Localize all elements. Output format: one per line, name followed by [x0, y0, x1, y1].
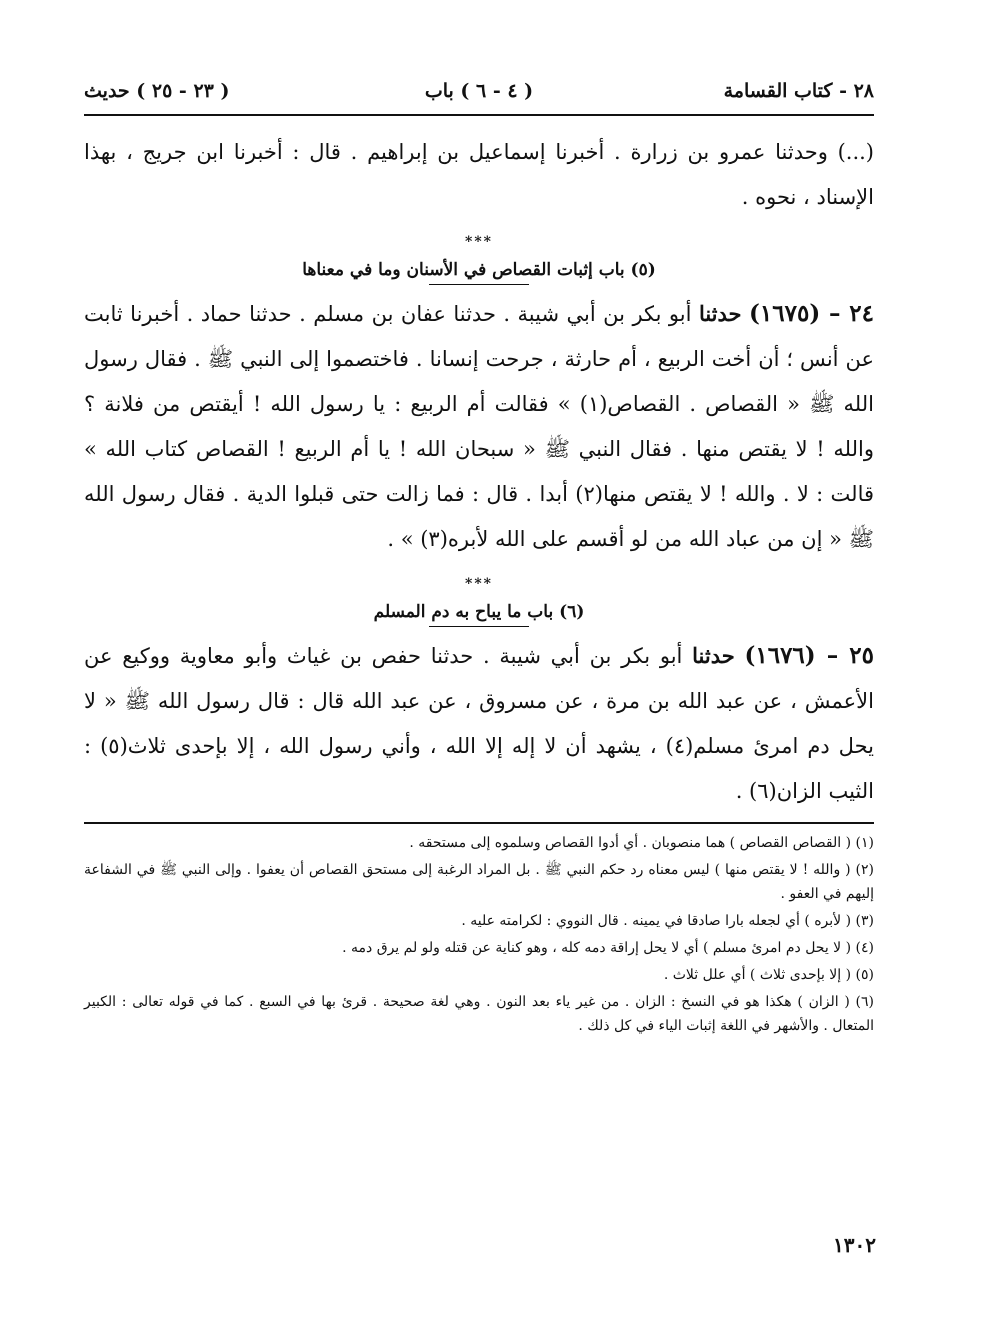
- header-hadith-range: ( ٢٣ - ٢٥ ) حديث: [84, 80, 230, 102]
- haddathana-word: حدثنا: [692, 643, 735, 668]
- footnotes: [84, 822, 874, 1038]
- section-separator: ***: [465, 576, 493, 592]
- section-separator: ***: [465, 234, 493, 250]
- header-chapter-range: ( ٤ - ٦ ) باب: [424, 80, 534, 102]
- footnote: (٦) ( الزان ) هكذا هو في النسخ : الزان . من غير ياء بعد النون . وهي لغة صحيحة . قرئ بها في السبع . كما في قوله تعالى : الكبير المتعال . والأشهر في اللغة إثبات الياء في كل ذلك .: [84, 994, 874, 1034]
- title-rule: [429, 284, 529, 285]
- hadith-number: ٢٤ – (١٦٧٥): [749, 300, 874, 327]
- hadith-25-paragraph: [84, 633, 874, 814]
- footnote: (٥) ( إلا بإحدى ثلاث ) أي علل ثلاث .: [663, 967, 874, 983]
- footnote: (٣) ( لأبره ) أي لجعله بارا صادقا في يمينه . قال النووي : لكرامته عليه .: [461, 913, 874, 929]
- hadith-24-paragraph: [84, 291, 874, 562]
- hadith-number: ٢٥ – (١٦٧٦): [744, 642, 874, 669]
- title-rule: [429, 626, 529, 627]
- section-title-6: (٦) باب ما يباح به دم المسلم: [373, 602, 585, 622]
- footnote: (٢) ( والله ! لا يقتص منها ) ليس معناه رد حكم النبي ﷺ . بل المراد الرغبة إلى مستحق القصاص أن يعفوا . وإلى النبي ﷺ في الشفاعة إليهم في العفو .: [84, 862, 874, 902]
- header-book-title: ٢٨ - كتاب القسامة: [723, 80, 874, 102]
- footnote: (٤) ( لا يحل دم امرئ مسلم ) أي لا يحل إراقة دمه كله ، وهو كناية عن قتله ولو لم يرق دمه .: [342, 940, 874, 956]
- haddathana-word: حدثنا: [698, 301, 742, 326]
- section-title-5: (٥) باب إثبات القصاص في الأسنان وما في معناها: [302, 260, 656, 280]
- page-number: ١٣٠٢: [833, 1233, 876, 1257]
- hadith-text: أبو بكر بن أبي شيبة . حدثنا عفان بن مسلم . حدثنا حماد . أخبرنا ثابت عن أنس ؛ أن أخت الربيع ، أم حارثة ، جرحت إنسانا . فاختصموا إلى النبي ﷺ . فقال رسول الله ﷺ « القصاص . القصاص(١) » فقالت أم الربيع : يا رسول الله ! أيقتص من فلانة ؟ والله ! لا يقتص منها . فقال النبي ﷺ « سبحان الله ! يا أم الربيع ! القصاص كتاب الله » قالت : لا . والله ! لا يقتص منها(٢) أبدا . قال : فما زالت حتى قبلوا الدية . فقال رسول الله ﷺ « إن من عباد الله من لو أقسم على الله لأبره(٣) » .: [84, 302, 875, 551]
- hadith-text: أبو بكر بن أبي شيبة . حدثنا حفص بن غياث وأبو معاوية ووكيع عن الأعمش ، عن عبد الله بن مرة ، عن مسروق ، عن عبد الله قال : قال رسول الله ﷺ « لا يحل دم امرئ مسلم(٤) ، يشهد أن لا إله إلا الله ، وأني رسول الله ، إلا بإحدى ثلاث(٥) : الثيب الزان(٦) .: [84, 644, 874, 803]
- running-header: [84, 70, 874, 116]
- intro-paragraph: (...) وحدثنا عمرو بن زرارة . أخبرنا إسماعيل بن إبراهيم . قال : أخبرنا ابن جريج ، بهذا الإسناد ، نحوه .: [84, 140, 874, 209]
- footnote: (١) ( القصاص القصاص ) هما منصوبان . أي أدوا القصاص وسلموه إلى مستحقه .: [409, 835, 874, 851]
- document-page: [84, 70, 874, 1041]
